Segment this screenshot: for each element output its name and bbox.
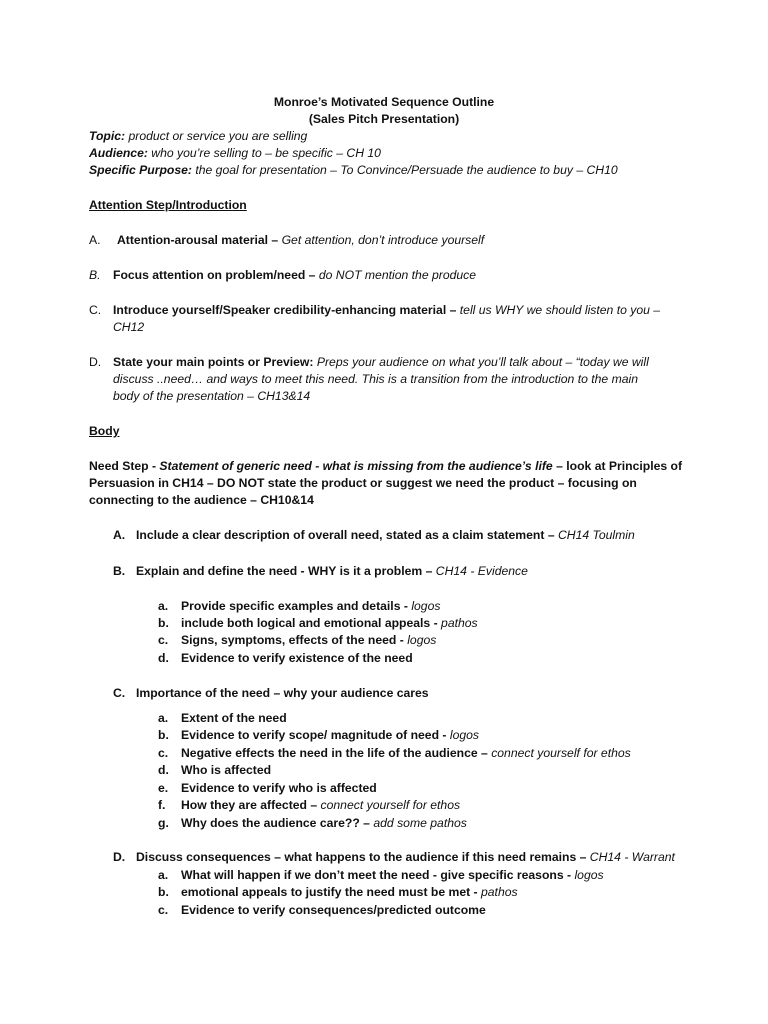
sub-item-text: Extent of the need (181, 711, 287, 725)
attention-item-d-italic: Preps your audience on what you’ll talk about – “today we will (313, 355, 649, 369)
sub-item-marker: d. (158, 651, 169, 665)
attention-item-c-bold: Introduce yourself/Speaker credibility-enhancing material – (113, 303, 457, 317)
attention-item-a-bold: Attention-arousal material – (117, 233, 279, 247)
sub-item (181, 780, 377, 797)
attention-item-d-line3: body of the presentation – CH13&14 (113, 389, 311, 403)
sub-item-text: Evidence to verify who is affected (181, 781, 377, 795)
sub-item-marker: g. (158, 816, 169, 830)
sub-item-text: Provide specific examples and details - (181, 599, 412, 613)
sub-item-marker: d. (158, 763, 169, 777)
need-item-d-marker: D. (113, 850, 126, 864)
need-item-b-marker: B. (113, 564, 126, 578)
sub-item-marker: a. (158, 711, 169, 725)
need-item-a-marker: A. (113, 528, 126, 542)
attention-item-b-bold: Focus attention on problem/need – (113, 268, 316, 282)
attention-item-d-bold: State your main points or Preview: (113, 355, 314, 369)
need-item-a-text: Include a clear description of overall need, stated as a claim statement – (136, 528, 555, 542)
sub-item (181, 867, 604, 884)
sub-item-text: Signs, symptoms, effects of the need - (181, 633, 408, 647)
sub-item-marker: c. (158, 746, 169, 760)
sub-item (181, 815, 467, 832)
purpose-text: the goal for presentation – To Convince/Persuade the audience to buy – CH10 (191, 163, 618, 177)
document-subtitle: (Sales Pitch Presentation) (308, 112, 460, 126)
sub-item-marker: e. (158, 781, 169, 795)
attention-item-a-marker: A. (89, 233, 101, 247)
sub-item-text: Evidence to verify existence of the need (181, 651, 413, 665)
sub-item (181, 797, 460, 814)
need-item-c-marker: C. (113, 686, 126, 700)
sub-item-text: Negative effects the need in the life of the audience – (181, 746, 492, 760)
attention-item-c (113, 302, 660, 319)
sub-item (181, 615, 478, 632)
sub-item (181, 727, 479, 744)
sub-item-text: Who is affected (181, 763, 272, 777)
sub-item-text: What will happen if we don’t meet the need - give specific reasons - (181, 868, 575, 882)
attention-item-b-marker: B. (89, 268, 101, 282)
sub-item-italic: pathos (481, 885, 518, 899)
need-item-a-italic: CH14 Toulmin (554, 528, 635, 542)
sub-item-italic: logos (449, 728, 480, 742)
topic-line (89, 128, 307, 145)
sub-item-italic: pathos (441, 616, 478, 630)
sub-item-marker: b. (158, 616, 169, 630)
need-item-b-text: Explain and define the need - WHY is it a problem – (136, 564, 433, 578)
topic-label: Topic: (89, 129, 126, 143)
attention-item-d (113, 354, 649, 371)
need-step-line3: connecting to the audience – CH10&14 (89, 493, 314, 507)
sub-item-italic: logos (574, 868, 604, 882)
need-item-b (136, 563, 528, 580)
sub-item-text: How they are affected – (181, 798, 321, 812)
sub-item-italic: connect yourself for ethos (320, 798, 461, 812)
sub-item (181, 598, 440, 615)
need-item-a (136, 527, 635, 544)
attention-item-c-italic: tell us WHY we should listen to you – (456, 303, 661, 317)
attention-item-d-marker: D. (89, 355, 102, 369)
sub-item-text: Why does the audience care?? – (181, 816, 374, 830)
attention-item-a (117, 232, 484, 249)
purpose-label: Specific Purpose: (89, 163, 192, 177)
sub-item-italic: connect yourself for ethos (491, 746, 631, 760)
sub-item-italic: logos (411, 599, 441, 613)
sub-item (181, 650, 413, 667)
sub-item-marker: c. (158, 633, 169, 647)
need-step-rest: – look at Principles of (552, 459, 683, 473)
sub-item-italic: logos (407, 633, 437, 647)
sub-item (181, 710, 287, 727)
need-item-d-text: Discuss consequences – what happens to the audience if this need remains – (136, 850, 587, 864)
need-item-c-text: Importance of the need – why your audience cares (136, 686, 429, 700)
sub-item-marker: c. (158, 903, 169, 917)
need-step-statement: Statement of generic need - what is missing from the audience’s life (156, 459, 553, 473)
attention-item-b (113, 267, 476, 284)
purpose-line (89, 162, 618, 179)
body-heading: Body (89, 424, 120, 438)
need-item-b-italic: CH14 - Evidence (432, 564, 528, 578)
sub-item (181, 902, 486, 919)
attention-item-d-line2: discuss ..need… and ways to meet this need. This is a transition from the introduction to the main (113, 372, 639, 386)
need-step-line1 (89, 458, 682, 475)
sub-item-text: include both logical and emotional appeals - (181, 616, 442, 630)
attention-item-b-italic: do NOT mention the produce (315, 268, 477, 282)
audience-line (89, 145, 381, 162)
sub-item (181, 632, 436, 649)
sub-item (181, 745, 631, 762)
document-title: Monroe’s Motivated Sequence Outline (273, 95, 495, 109)
need-item-d (136, 849, 675, 866)
sub-item-marker: b. (158, 885, 169, 899)
sub-item-text: emotional appeals to justify the need must be met - (181, 885, 481, 899)
sub-item-marker: a. (158, 868, 169, 882)
sub-item-marker: b. (158, 728, 169, 742)
attention-item-c-continued: CH12 (113, 320, 145, 334)
attention-item-c-marker: C. (89, 303, 102, 317)
sub-item-italic: add some pathos (373, 816, 467, 830)
attention-item-a-italic: Get attention, don’t introduce yourself (278, 233, 485, 247)
need-item-d-italic: CH14 - Warrant (586, 850, 675, 864)
need-step-line2: Persuasion in CH14 – DO NOT state the product or suggest we need the product – focusing on (89, 476, 637, 490)
sub-item-text: Evidence to verify scope/ magnitude of need - (181, 728, 450, 742)
sub-item-marker: f. (158, 798, 166, 812)
sub-item-marker: a. (158, 599, 169, 613)
sub-item (181, 884, 518, 901)
need-step-label: Need Step - (89, 459, 157, 473)
topic-text: product or service you are selling (125, 129, 308, 143)
audience-label: Audience: (89, 146, 148, 160)
attention-heading: Attention Step/Introduction (89, 198, 247, 212)
sub-item (181, 762, 271, 779)
audience-text: who you’re selling to – be specific – CH 10 (147, 146, 381, 160)
sub-item-text: Evidence to verify consequences/predicted outcome (181, 903, 486, 917)
